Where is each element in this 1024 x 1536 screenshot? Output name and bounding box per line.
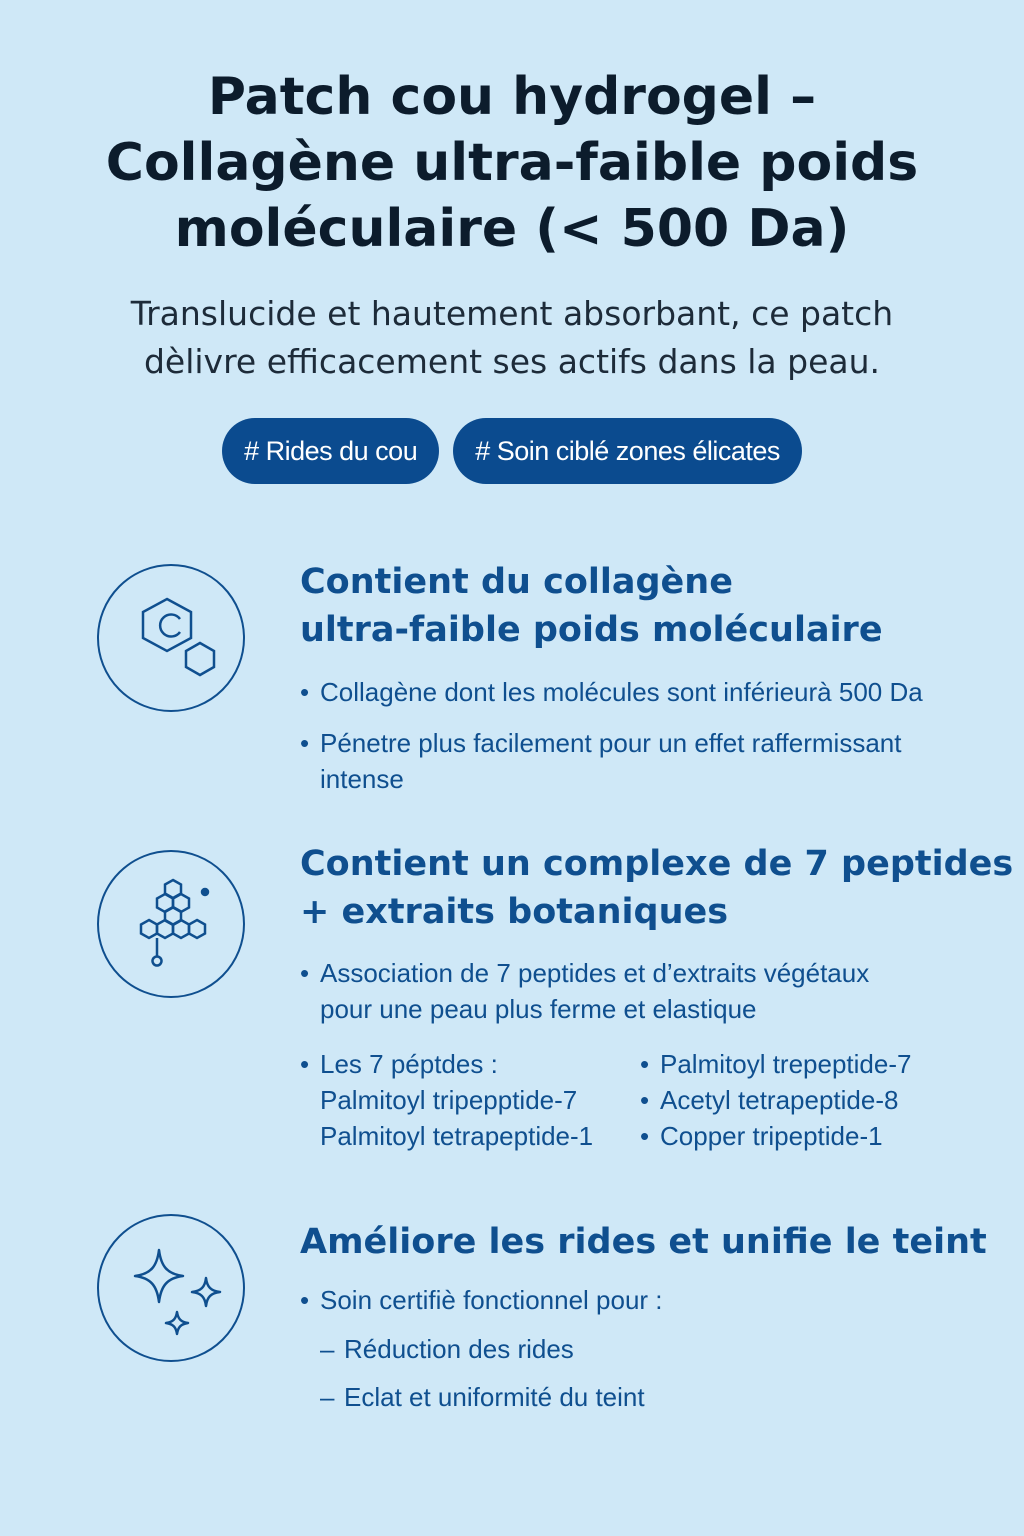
bullet-item bbox=[300, 725, 901, 797]
peptide-heading: Les 7 péptdes : bbox=[320, 1049, 498, 1079]
feature-title-collagen bbox=[300, 558, 883, 654]
tag-soin-cible[interactable]: # Soin ciblé zones élicates bbox=[453, 418, 802, 484]
bullet-item bbox=[300, 955, 869, 1027]
bullet-dot: • bbox=[300, 1049, 310, 1079]
title-line: Patch cou hydrogel – bbox=[207, 67, 817, 127]
bullet-text: Association de 7 peptides et d’extraits végétaux bbox=[320, 958, 870, 988]
collagen-hexagon-icon bbox=[97, 564, 245, 712]
molecule-honeycomb-icon bbox=[97, 850, 245, 998]
sub-item bbox=[320, 1379, 645, 1415]
peptide-item: Palmitoyl tetrapeptide-1 bbox=[320, 1121, 594, 1151]
bullet-text: Collagène dont les molécules sont inférieurà 500 Da bbox=[320, 677, 923, 707]
feature-title-rides bbox=[300, 1218, 987, 1266]
bullet-item bbox=[300, 1282, 663, 1318]
peptide-item bbox=[640, 1046, 911, 1082]
peptide-text: Acetyl tetrapeptide-8 bbox=[660, 1085, 899, 1115]
feature-title-line: Contient du collagène bbox=[300, 562, 733, 602]
subtitle-line: Translucide et hautement absorbant, ce patch bbox=[130, 294, 894, 333]
bullet-text-continued: intense bbox=[320, 764, 404, 794]
feature-title-line: Améliore les rides et unifie le teint bbox=[300, 1222, 987, 1262]
feature-title-line: ultra-faible poids moléculaire bbox=[300, 610, 883, 650]
sub-item-text: Eclat et uniformité du teint bbox=[344, 1382, 645, 1412]
feature-title-line: + extraits botaniques bbox=[300, 892, 729, 932]
sparkles-icon bbox=[97, 1214, 245, 1362]
bullet-text: Pénetre plus facilement pour un effet raffermissant bbox=[320, 728, 902, 758]
bullet-text: Soin certifiè fonctionnel pour : bbox=[320, 1285, 663, 1315]
page-title bbox=[0, 64, 1024, 262]
bullet-dot: • bbox=[300, 728, 310, 758]
dash-glyph: – bbox=[320, 1382, 335, 1412]
title-line: moléculaire (< 500 Da) bbox=[174, 199, 850, 259]
peptide-list-right bbox=[640, 1046, 911, 1154]
bullet-dot: • bbox=[640, 1049, 650, 1079]
peptide-text: Copper tripeptide-1 bbox=[660, 1121, 883, 1151]
bullet-dot: • bbox=[640, 1121, 650, 1151]
sub-item bbox=[320, 1331, 574, 1367]
tag-list bbox=[0, 418, 1024, 484]
sub-item-text: Réduction des rides bbox=[344, 1334, 574, 1364]
peptide-item: Palmitoyl tripepptide-7 bbox=[320, 1085, 578, 1115]
tag-rides-du-cou[interactable]: # Rides du cou bbox=[222, 418, 439, 484]
feature-title-peptides bbox=[300, 840, 1013, 936]
bullet-item bbox=[300, 674, 923, 710]
peptide-text: Palmitoyl trepeptide-7 bbox=[660, 1049, 912, 1079]
title-line: Collagène ultra-faible poids bbox=[105, 133, 919, 193]
bullet-dot: • bbox=[300, 1285, 310, 1315]
peptide-item bbox=[640, 1082, 911, 1118]
bullet-text-continued: pour une peau plus ferme et elastique bbox=[320, 994, 757, 1024]
subtitle-line: dèlivre efficacement ses actifs dans la peau. bbox=[143, 342, 881, 381]
peptide-list-left bbox=[300, 1046, 593, 1154]
feature-title-line: Contient un complexe de 7 peptides bbox=[300, 844, 1014, 884]
dash-glyph: – bbox=[320, 1334, 335, 1364]
bullet-dot: • bbox=[640, 1085, 650, 1115]
peptide-item bbox=[640, 1118, 911, 1154]
bullet-dot: • bbox=[300, 958, 310, 988]
bullet-dot: • bbox=[300, 677, 310, 707]
subtitle bbox=[0, 290, 1024, 386]
